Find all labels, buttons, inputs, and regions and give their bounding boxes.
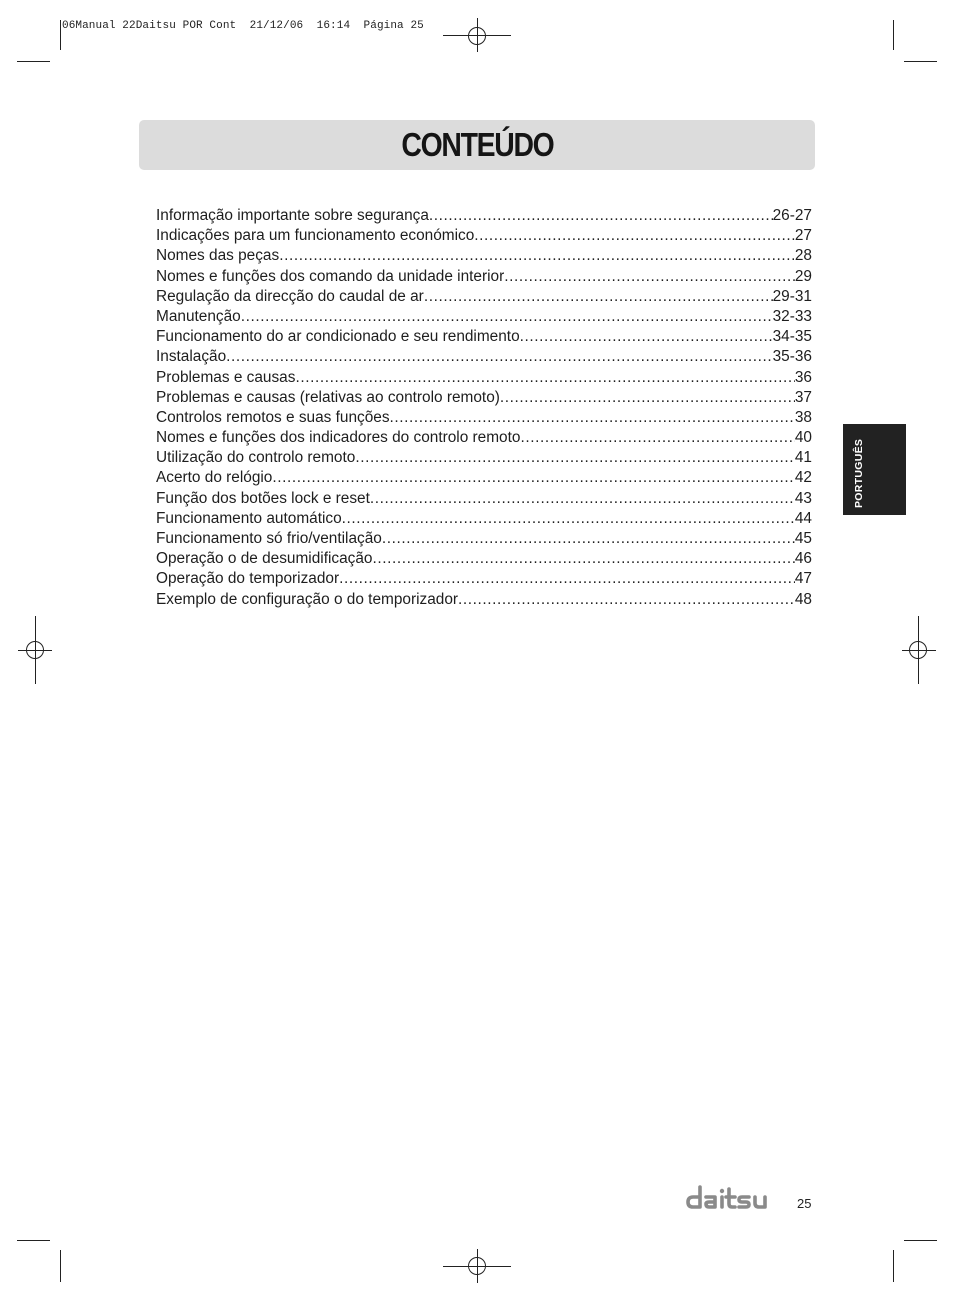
toc-entry-label: Problemas e causas (relativas ao controlo remoto) — [156, 388, 500, 406]
toc-entry-label: Informação importante sobre segurança — [156, 207, 429, 224]
toc-entry — [156, 327, 812, 347]
toc-entry-page: 46 — [794, 550, 812, 568]
toc-entry-label: Funcionamento só frio/ventilação — [156, 530, 382, 547]
language-tab — [843, 424, 906, 515]
toc-entry-page: 26-27 — [772, 207, 812, 224]
toc-entry — [156, 509, 812, 529]
toc-entry-label: Instalação — [156, 348, 227, 366]
toc-entry — [156, 408, 812, 428]
toc-entry-page: 29 — [794, 267, 812, 285]
toc-entry — [156, 307, 812, 327]
toc-entry-label: Operação do temporizador — [156, 570, 340, 588]
toc-entry — [156, 226, 812, 246]
toc-entry — [156, 287, 812, 307]
toc-entry — [156, 468, 812, 488]
toc-entry-page: 29-31 — [772, 287, 812, 305]
toc-entry — [156, 428, 812, 448]
toc-entry — [156, 368, 812, 388]
table-of-contents — [156, 206, 812, 610]
toc-entry — [156, 590, 812, 610]
toc-entry-label: Funcionamento do ar condicionado e seu rendimento — [156, 328, 520, 346]
title-bar — [139, 120, 815, 170]
toc-entry — [156, 246, 812, 266]
toc-entry — [156, 267, 812, 287]
toc-entry-label: Operação o de desumidificação — [156, 550, 373, 568]
toc-entry-page: 36 — [794, 368, 812, 386]
toc-entry — [156, 549, 812, 569]
toc-entry — [156, 388, 812, 408]
toc-entry-label: Exemplo de configuração o do temporizador — [156, 590, 459, 608]
toc-entry-page: 27 — [794, 227, 812, 245]
toc-entry-page: 45 — [794, 530, 812, 547]
toc-entry-page: 35-36 — [772, 348, 812, 366]
toc-entry-label: Acerto do relógio — [156, 469, 273, 487]
toc-entry-label: Funcionamento automático — [156, 509, 342, 527]
toc-entry-page: 47 — [794, 570, 812, 588]
daitsu-logo — [685, 1183, 780, 1213]
toc-entry-label: Nomes e funções dos comando da unidade interior — [156, 267, 505, 285]
page-number: 25 — [797, 1196, 812, 1211]
toc-entry — [156, 448, 812, 468]
toc-entry-page: 41 — [794, 449, 812, 467]
toc-entry — [156, 347, 812, 367]
toc-entry — [156, 206, 812, 226]
toc-entry-label: Nomes e funções dos indicadores do controlo remoto — [156, 429, 521, 447]
toc-entry-page: 37 — [794, 388, 812, 406]
toc-entry-label: Problemas e causas — [156, 368, 296, 386]
toc-entry-page: 28 — [794, 247, 812, 265]
toc-entry-label: Controlos remotos e suas funções — [156, 408, 390, 426]
toc-entry-page: 48 — [794, 590, 812, 608]
page-title: CONTEÚDO — [400, 126, 554, 163]
toc-entry-label: Utilização do controlo remoto — [156, 449, 356, 467]
toc-entry-page: 38 — [794, 408, 812, 426]
toc-entry-label: Regulação da direcção do caudal de ar — [156, 287, 424, 305]
toc-entry-label: Manutenção — [156, 307, 241, 325]
toc-entry-label: Nomes das peças — [156, 247, 280, 265]
toc-entry-page: 40 — [794, 429, 812, 447]
toc-entry — [156, 569, 812, 589]
toc-entry — [156, 489, 812, 509]
toc-entry-label: Indicações para um funcionamento económico — [156, 227, 475, 245]
language-tab-label: PORTUGUÊS — [853, 438, 865, 508]
toc-entry — [156, 529, 812, 549]
toc-entry-page: 34-35 — [772, 328, 812, 346]
print-slug: 06Manual 22Daitsu POR Cont 21/12/06 16:14 Página 25 — [62, 20, 424, 32]
toc-entry-label: Função dos botões lock e reset — [156, 489, 370, 507]
toc-entry-page: 32-33 — [772, 307, 812, 325]
toc-entry-page: 44 — [794, 509, 812, 527]
toc-entry-page: 42 — [794, 469, 812, 487]
toc-entry-page: 43 — [794, 489, 812, 507]
